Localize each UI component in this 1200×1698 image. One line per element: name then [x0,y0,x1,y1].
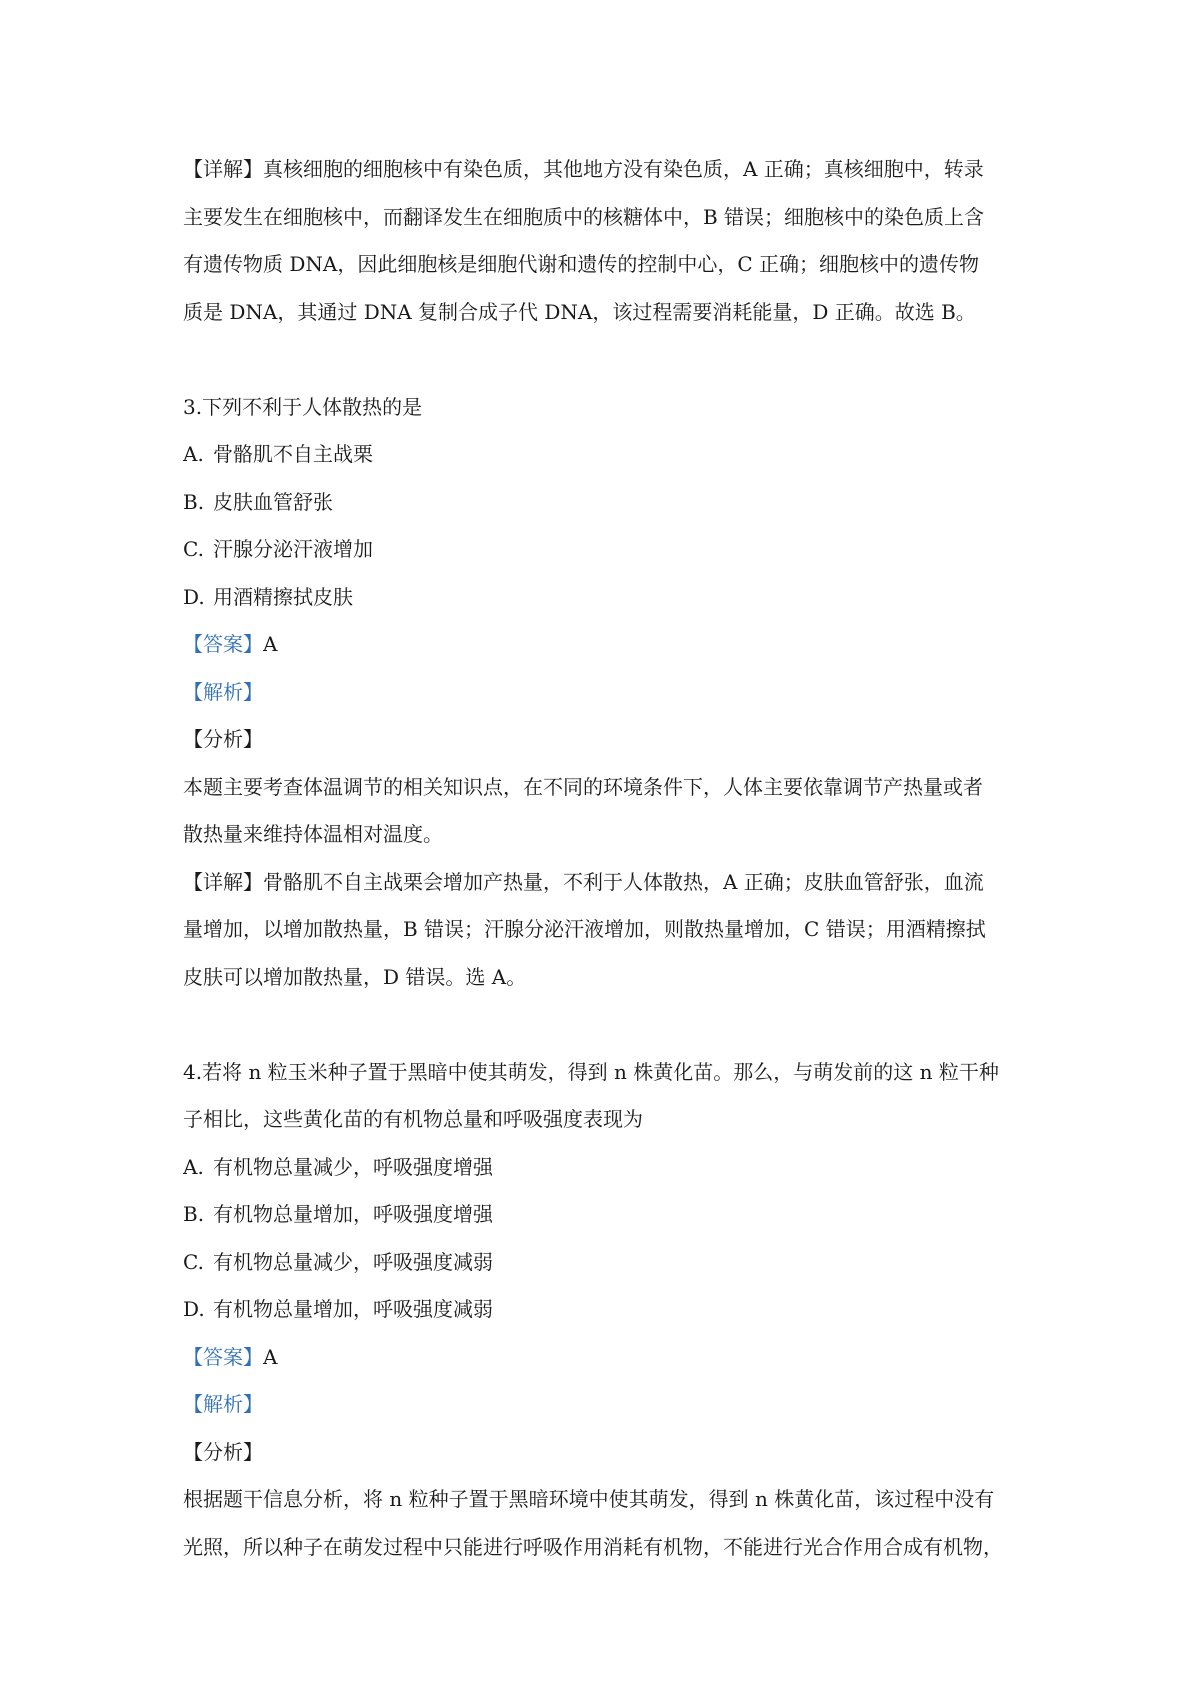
q3-analysis-line-2: 散热量来维持体温相对温度。 [183,822,443,846]
q3-detail-tag: 【详解】 [183,869,263,894]
q3-detail-line-3: 皮肤可以增加散热量，D 错误。选 A。 [183,964,527,989]
q4-jiexi-tag: 【解析】 [183,1392,263,1416]
question-3 [183,384,1025,1002]
spacer [183,1001,1025,1049]
spacer [183,336,1025,384]
q4-analysis-line-2: 光照，所以种子在萌发过程中只能进行呼吸作用消耗有机物，不能进行光合作用合成有机物， [183,1534,1003,1559]
q4-answer-tag: 【答案】 [183,1344,263,1369]
q4-answer [183,1334,1025,1382]
prev-detail-line-4: 质是 DNA，其通过 DNA 复制合成子代 DNA，该过程需要消耗能量，D 正确。故选 B。 [183,299,976,324]
q3-option-c: C. 汗腺分泌汗液增加 [183,537,373,561]
q4-analysis-tag: 【分析】 [183,1439,263,1464]
q4-answer-value: A [263,1344,278,1369]
q3-option-b: B. 皮肤血管舒张 [183,489,333,514]
q3-stem: 3.下列不利于人体散热的是 [183,394,423,419]
document-page [183,146,1025,1571]
q4-option-c: C. 有机物总量减少，呼吸强度减弱 [183,1249,493,1274]
q4-option-d: D. 有机物总量增加，呼吸强度减弱 [183,1297,493,1321]
q3-option-a: A. 骨骼肌不自主战栗 [183,442,373,466]
q3-answer-tag: 【答案】 [183,632,263,656]
prev-detail-tag: 【详解】 [183,157,263,181]
q4-option-a: A. 有机物总量减少，呼吸强度增强 [183,1154,493,1179]
prev-detail-line-1: 【详解】真核细胞的细胞核中有染色质，其他地方没有染色质，A 正确；真核细胞中，转录 [183,157,984,181]
prev-detail-line-3: 有遗传物质 DNA，因此细胞核是细胞代谢和遗传的控制中心，C 正确；细胞核中的遗传物 [183,252,979,276]
q3-detail-line-2: 量增加，以增加散热量，B 错误；汗腺分泌汗液增加，则散热量增加，C 错误；用酒精擦拭 [183,917,986,941]
q3-detail-line-1: 【详解】骨骼肌不自主战栗会增加产热量，不利于人体散热，A 正确；皮肤血管舒张，血流 [183,869,984,894]
prev-detail-line-2: 主要发生在细胞核中，而翻译发生在细胞质中的核糖体中，B 错误；细胞核中的染色质上含 [183,204,985,229]
q3-answer [183,621,1025,669]
q4-stem-line-2: 子相比，这些黄化苗的有机物总量和呼吸强度表现为 [183,1107,643,1131]
q3-analysis-tag: 【分析】 [183,727,263,751]
prev-detail-paragraph [183,146,1025,336]
q4-option-b: B. 有机物总量增加，呼吸强度增强 [183,1202,493,1226]
q4-stem-line-1: 4.若将 n 粒玉米种子置于黑暗中使其萌发，得到 n 株黄化苗。那么，与萌发前的这 n 粒干种 [183,1059,999,1084]
question-4 [183,1049,1025,1572]
q3-analysis-line-1: 本题主要考查体温调节的相关知识点，在不同的环境条件下，人体主要依靠调节产热量或者 [183,774,983,799]
q4-analysis-line-1: 根据题干信息分析，将 n 粒种子置于黑暗环境中使其萌发，得到 n 株黄化苗，该过程中没有 [183,1487,995,1511]
q3-jiexi-tag: 【解析】 [183,679,263,704]
q3-answer-value: A [263,632,278,656]
q3-option-d: D. 用酒精擦拭皮肤 [183,584,353,609]
